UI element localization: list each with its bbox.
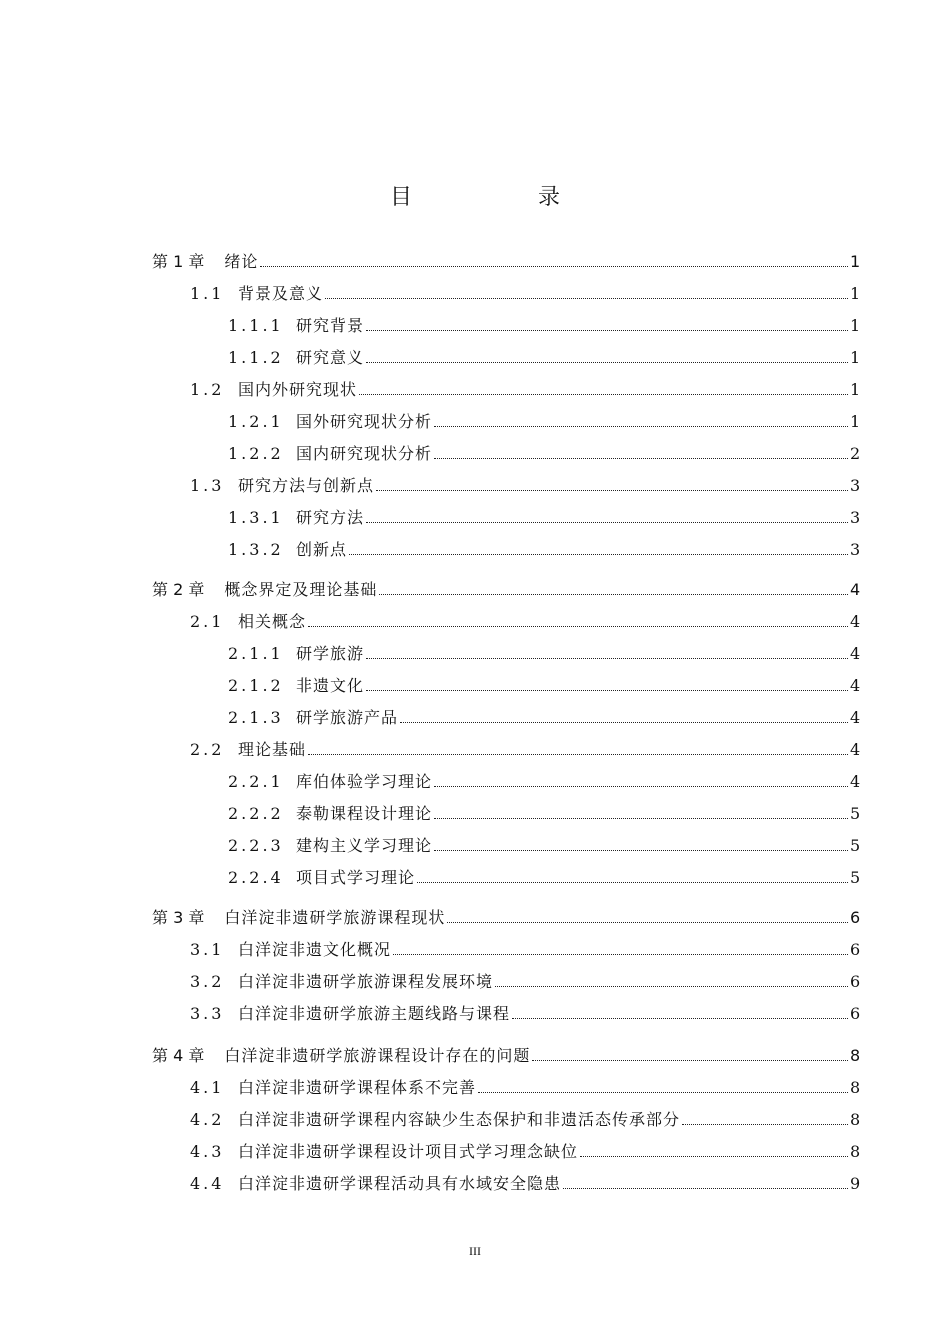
toc-entry-page: 3	[850, 540, 861, 559]
toc-entry-number: 1.3.1	[228, 508, 284, 527]
toc-entry-number: 2.2.3	[228, 836, 284, 855]
toc-entry-page: 8	[850, 1046, 861, 1065]
toc-entry-page: 4	[850, 708, 861, 727]
toc-entry-page: 5	[850, 804, 861, 823]
toc-entry-title: 研究方法	[296, 508, 365, 527]
toc-entry-number: 1.2	[190, 380, 225, 399]
toc-entry-title: 国内研究现状分析	[296, 444, 433, 463]
toc-entry[interactable]	[228, 768, 860, 792]
toc-entry-number: 1.3.2	[228, 540, 284, 559]
toc-entry-title: 白洋淀非遗研学旅游课程设计存在的问题	[224, 1046, 531, 1065]
toc-entry-page: 5	[850, 868, 861, 887]
toc-entry[interactable]	[190, 1170, 860, 1194]
toc-leader-dots	[682, 1123, 848, 1125]
toc-entry-number: 4.2	[190, 1110, 225, 1129]
toc-entry-page: 3	[850, 508, 861, 527]
toc-entry[interactable]	[152, 576, 860, 600]
toc-entry-number: 2.1	[190, 612, 225, 631]
toc-entry-title: 白洋淀非遗研学课程设计项目式学习理念缺位	[238, 1142, 579, 1161]
toc-leader-dots	[512, 1017, 848, 1019]
toc-entry-number: 1.3	[190, 476, 225, 495]
toc-leader-dots	[532, 1059, 848, 1061]
toc-entry-number: 1.1.1	[228, 316, 284, 335]
toc-entry-title: 非遗文化	[296, 676, 365, 695]
toc-leader-dots	[434, 425, 848, 427]
toc-entry-number: 第 4 章	[152, 1046, 205, 1065]
toc-entry[interactable]	[190, 608, 860, 632]
toc-leader-dots	[434, 817, 848, 819]
toc-leader-dots	[366, 521, 848, 523]
toc-leader-dots	[349, 553, 848, 555]
toc-entry[interactable]	[190, 280, 860, 304]
toc-entry-title: 相关概念	[238, 612, 307, 631]
toc-entry-number: 2.2.1	[228, 772, 284, 791]
toc-entry-page: 9	[850, 1174, 861, 1193]
toc-entry[interactable]	[190, 376, 860, 400]
toc-entry[interactable]	[228, 408, 860, 432]
toc-entry-page: 8	[850, 1142, 861, 1161]
toc-leader-dots	[495, 985, 848, 987]
toc-entry-page: 4	[850, 612, 861, 631]
toc-entry-title: 白洋淀非遗研学课程活动具有水域安全隐患	[238, 1174, 562, 1193]
toc-leader-dots	[376, 489, 848, 491]
toc-entry[interactable]	[228, 440, 860, 464]
toc-leader-dots	[366, 689, 848, 691]
toc-entry-page: 4	[850, 580, 861, 599]
toc-entry-page: 1	[850, 348, 861, 367]
toc-entry-number: 1.1.2	[228, 348, 284, 367]
toc-entry[interactable]	[228, 672, 860, 696]
toc-entry-number: 4.3	[190, 1142, 225, 1161]
toc-entry[interactable]	[190, 1074, 860, 1098]
toc-leader-dots	[366, 657, 848, 659]
toc-entry[interactable]	[152, 1042, 860, 1066]
toc-entry-number: 4.4	[190, 1174, 225, 1193]
toc-leader-dots	[366, 329, 848, 331]
toc-leader-dots	[379, 593, 848, 595]
page-number-footer: III	[469, 1244, 481, 1258]
toc-entry[interactable]	[228, 344, 860, 368]
toc-entry-title: 白洋淀非遗研学旅游课程发展环境	[238, 972, 494, 991]
toc-leader-dots	[359, 393, 848, 395]
toc-entry[interactable]	[228, 640, 860, 664]
toc-entry-number: 第 3 章	[152, 908, 205, 927]
toc-leader-dots	[400, 721, 848, 723]
toc-entry-title: 研学旅游	[296, 644, 365, 663]
toc-entry-number: 第 1 章	[152, 252, 205, 271]
toc-entry-page: 5	[850, 836, 861, 855]
toc-entry-page: 6	[850, 908, 861, 927]
toc-entry-title: 研究方法与创新点	[238, 476, 375, 495]
toc-entry-title: 国内外研究现状	[238, 380, 358, 399]
toc-entry-number: 第 2 章	[152, 580, 205, 599]
toc-entry-number: 1.2.1	[228, 412, 284, 431]
toc-leader-dots	[308, 753, 848, 755]
toc-entry-number: 2.2.4	[228, 868, 284, 887]
toc-entry-page: 6	[850, 940, 861, 959]
toc-entry-title: 泰勒课程设计理论	[296, 804, 433, 823]
toc-leader-dots	[325, 297, 848, 299]
toc-leader-dots	[260, 265, 848, 267]
toc-leader-dots	[434, 457, 848, 459]
toc-entry-title: 理论基础	[238, 740, 307, 759]
toc-leader-dots	[366, 361, 848, 363]
toc-leader-dots	[580, 1155, 848, 1157]
toc-entry-title: 白洋淀非遗研学课程内容缺少生态保护和非遗活态传承部分	[238, 1110, 681, 1129]
toc-entry[interactable]	[152, 904, 860, 928]
toc-entry-page: 1	[850, 252, 861, 271]
toc-entry-page: 1	[850, 284, 861, 303]
toc-entry[interactable]	[190, 1106, 860, 1130]
toc-entry-page: 3	[850, 476, 861, 495]
toc-entry[interactable]	[190, 968, 860, 992]
toc-entry-number: 2.1.1	[228, 644, 284, 663]
toc-leader-dots	[417, 881, 848, 883]
toc-entry-number: 3.1	[190, 940, 225, 959]
toc-leader-dots	[434, 785, 848, 787]
toc-entry-number: 1.2.2	[228, 444, 284, 463]
toc-leader-dots	[447, 921, 848, 923]
toc-entry-number: 4.1	[190, 1078, 225, 1097]
toc-entry[interactable]	[228, 832, 860, 856]
toc-entry[interactable]	[228, 704, 860, 728]
toc-leader-dots	[478, 1091, 848, 1093]
toc-entry-title: 建构主义学习理论	[296, 836, 433, 855]
toc-entry-page: 2	[850, 444, 861, 463]
toc-entry[interactable]	[152, 248, 860, 272]
toc-entry-number: 1.1	[190, 284, 225, 303]
toc-entry-title: 项目式学习理论	[296, 868, 416, 887]
toc-entry-page: 4	[850, 676, 861, 695]
toc-entry-page: 4	[850, 772, 861, 791]
toc-entry-number: 2.1.3	[228, 708, 284, 727]
toc-entry[interactable]	[228, 800, 860, 824]
toc-entry-page: 4	[850, 644, 861, 663]
toc-entry[interactable]	[228, 864, 860, 888]
toc-entry-page: 8	[850, 1078, 861, 1097]
toc-entry[interactable]	[228, 312, 860, 336]
toc-entry-title: 绪论	[224, 252, 259, 271]
toc-entry-page: 4	[850, 740, 861, 759]
toc-entry-page: 8	[850, 1110, 861, 1129]
toc-entry[interactable]	[228, 536, 860, 560]
toc-entry-title: 白洋淀非遗研学旅游主题线路与课程	[238, 1004, 511, 1023]
toc-leader-dots	[308, 625, 848, 627]
toc-leader-dots	[393, 953, 848, 955]
toc-entry-title: 白洋淀非遗研学课程体系不完善	[238, 1078, 477, 1097]
toc-entry-number: 3.3	[190, 1004, 225, 1023]
toc-leader-dots	[434, 849, 848, 851]
toc-entry-number: 2.2	[190, 740, 225, 759]
toc-entry-title: 研学旅游产品	[296, 708, 399, 727]
toc-entry-title: 研究背景	[296, 316, 365, 335]
toc-entry[interactable]	[228, 504, 860, 528]
toc-entry-page: 6	[850, 972, 861, 991]
toc-entry-number: 3.2	[190, 972, 225, 991]
toc-entry-page: 6	[850, 1004, 861, 1023]
toc-entry-number: 2.2.2	[228, 804, 284, 823]
toc-entry[interactable]	[190, 936, 860, 960]
toc-entry-title: 概念界定及理论基础	[224, 580, 378, 599]
toc-entry-title: 白洋淀非遗研学旅游课程现状	[224, 908, 446, 927]
toc-entry-number: 2.1.2	[228, 676, 284, 695]
toc-entry-title: 背景及意义	[238, 284, 324, 303]
toc-entry-title: 白洋淀非遗文化概况	[238, 940, 392, 959]
toc-entry[interactable]	[190, 472, 860, 496]
page-title: 目 录	[389, 185, 612, 210]
toc-entry-title: 研究意义	[296, 348, 365, 367]
toc-entry-title: 创新点	[296, 540, 348, 559]
toc-entry[interactable]	[190, 736, 860, 760]
toc-entry-page: 1	[850, 316, 861, 335]
toc-leader-dots	[563, 1187, 848, 1189]
toc-entry-page: 1	[850, 412, 861, 431]
toc-entry-title: 库伯体验学习理论	[296, 772, 433, 791]
toc-entry[interactable]	[190, 1138, 860, 1162]
toc-entry-page: 1	[850, 380, 861, 399]
toc-entry[interactable]	[190, 1000, 860, 1024]
toc-entry-title: 国外研究现状分析	[296, 412, 433, 431]
